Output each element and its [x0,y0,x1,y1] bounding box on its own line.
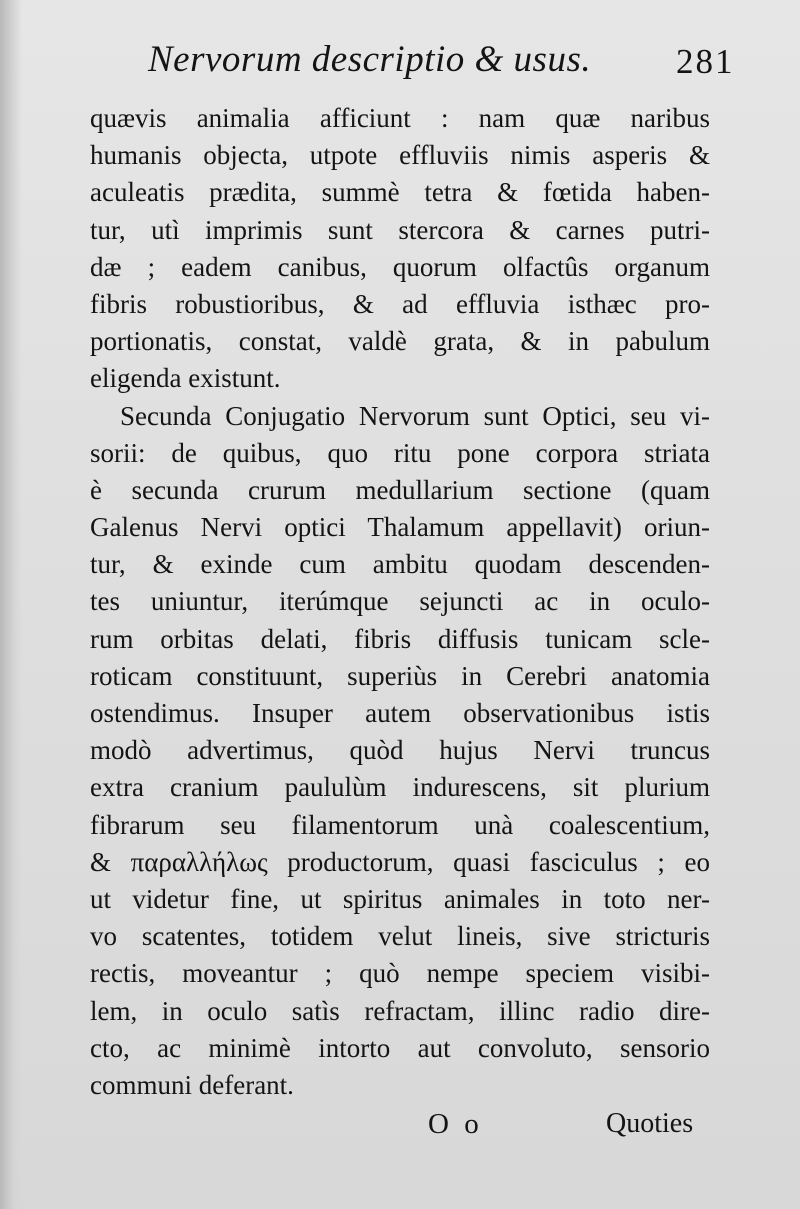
page-footer [0,1108,800,1148]
text-line: modò advertimus, quòd hujus Nervi truncus [90,735,710,766]
text-line: communi deferant. [90,1069,294,1100]
catchword: Quoties [606,1108,694,1139]
signature-mark: O o [428,1108,483,1140]
text-line: rum orbitas delati, fibris diffusis tunicam scle- [90,623,710,654]
text-line: sorii: de quibus, quo ritu pone corpora striata [90,437,710,468]
paragraph-start-line: Secunda Conjugatio Nervorum sunt Optici, seu vi- [120,400,710,431]
text-line: ut videtur fine, ut spiritus animales in toto ner- [90,883,710,914]
text-line: vo scatentes, totidem velut lineis, sive stricturis [90,921,710,952]
page-edge-shadow [0,0,22,1209]
text-line: dæ ; eadem canibus, quorum olfactûs organum [90,251,710,282]
text-line: quævis animalia afficiunt : nam quæ naribus [90,103,710,133]
text-line: humanis objecta, utpote effluviis nimis asperis & [90,140,710,171]
text-line: Galenus Nervi optici Thalamum appellavit) oriun- [90,512,710,543]
text-line: è secunda crurum medullarium sectione (quam [90,474,710,505]
text-line: extra cranium paululùm indurescens, sit plurium [90,772,710,803]
text-line: tes uniuntur, iterúmque sejuncti ac in oculo- [90,586,710,617]
text-line: cto, ac minimè intorto aut convoluto, sensorio [90,1032,710,1063]
text-line: fibrarum seu filamentorum unà coalescentium, [90,809,710,840]
text-line: lem, in oculo satìs refractam, illinc radio dire- [90,995,710,1026]
running-head: Nervorum descriptio & usus. [148,39,592,80]
text-line: fibris robustioribus, & ad effluvia isthæc pro- [90,288,710,319]
text-line: eligenda existunt. [90,363,281,394]
page-header [0,38,800,88]
text-line: ostendimus. Insuper autem observationibus istis [90,698,710,728]
page-number: 281 [676,42,735,81]
text-line: & παραλλήλως productorum, quasi fasciculus ; eo [90,846,710,877]
text-line: portionatis, constat, valdè grata, & in pabulum [90,326,710,357]
text-line: tur, utì imprimis sunt stercora & carnes putri- [90,214,710,245]
text-line: roticam constituunt, superiùs in Cerebri anatomia [90,660,710,691]
text-line: aculeatis prædita, summè tetra & fœtida haben- [90,177,710,208]
text-line: tur, & exinde cum ambitu quodam descenden- [90,549,710,580]
text-line: rectis, moveantur ; quò nempe speciem visibi- [90,958,710,989]
page-body [90,100,710,1104]
